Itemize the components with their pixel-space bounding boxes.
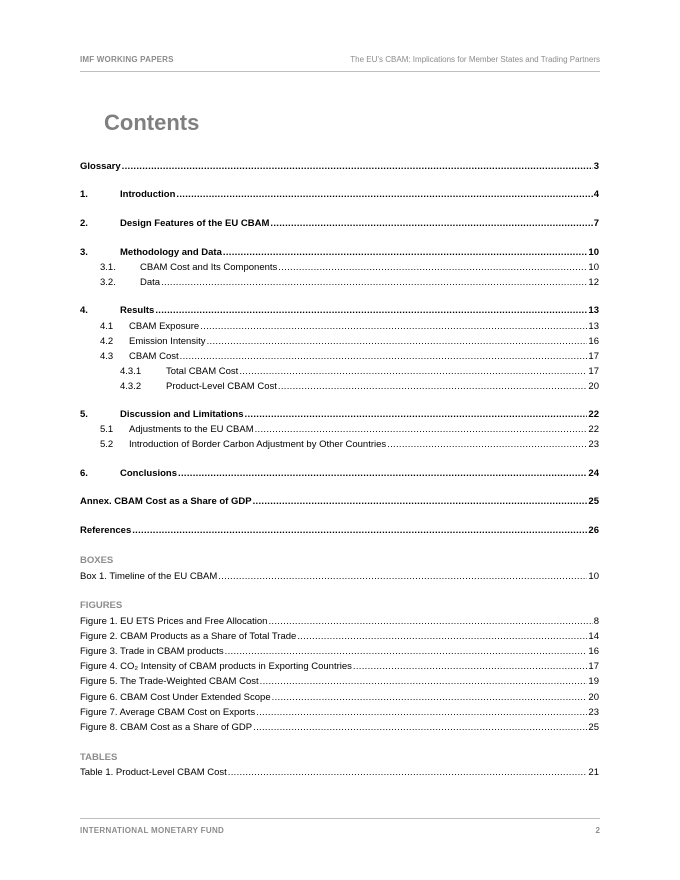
toc-entry-page: 20	[588, 381, 599, 392]
toc-entry-label: Results	[120, 305, 155, 316]
toc-entry-product-level-cost[interactable]	[120, 380, 599, 394]
toc-entry-number: 4.3	[100, 351, 114, 362]
toc-entry-label: Introduction	[120, 189, 176, 200]
toc-entry-label: Table 1. Product-Level CBAM Cost	[80, 767, 227, 778]
toc-entry-annex[interactable]	[80, 495, 599, 509]
toc-entry-glossary[interactable]	[80, 160, 599, 174]
header-series-title: IMF WORKING PAPERS	[80, 55, 174, 64]
toc-entry-label: Figure 7. Average CBAM Cost on Exports	[80, 707, 256, 718]
toc-entry-adjustments[interactable]	[100, 423, 599, 437]
toc-entry-label: Annex. CBAM Cost as a Share of GDP	[80, 496, 252, 507]
toc-entry-cbam-cost-components[interactable]	[100, 261, 599, 275]
toc-entry-label: References	[80, 525, 132, 536]
toc-entry-number: 6.	[80, 468, 88, 479]
toc-entry-number: 4.2	[100, 336, 114, 347]
toc-entry-figure-6[interactable]	[80, 691, 599, 705]
toc-entry-number: 3.	[80, 247, 88, 258]
toc-entry-page: 4	[593, 189, 599, 200]
toc-entry-label: Total CBAM Cost	[166, 366, 239, 377]
toc-entry-conclusions[interactable]	[80, 467, 599, 481]
figures-heading: FIGURES	[80, 600, 123, 611]
toc-entry-label: Box 1. Timeline of the EU CBAM	[80, 571, 218, 582]
toc-entry-introduction[interactable]	[80, 188, 599, 202]
toc-entry-figure-3[interactable]	[80, 645, 599, 659]
toc-entry-label: Discussion and Limitations	[120, 409, 244, 420]
toc-entry-page: 17	[588, 351, 599, 362]
header-paper-title: The EU’s CBAM: Implications for Member States and Trading Partners	[350, 55, 600, 64]
toc-entry-page: 26	[588, 525, 599, 536]
toc-entry-page: 22	[588, 409, 599, 420]
toc-entry-number: 4.	[80, 305, 88, 316]
toc-entry-label: Design Features of the EU CBAM	[120, 218, 270, 229]
toc-entry-discussion[interactable]	[80, 408, 599, 422]
boxes-heading: BOXES	[80, 555, 114, 566]
page-title: Contents	[104, 110, 200, 135]
toc-entry-label: Figure 2. CBAM Products as a Share of Total Trade	[80, 631, 297, 642]
toc-entry-label: Product-Level CBAM Cost	[166, 381, 277, 392]
toc-entry-number: 2.	[80, 218, 88, 229]
toc-entry-page: 14	[588, 631, 599, 642]
toc-entry-label: Figure 6. CBAM Cost Under Extended Scope	[80, 692, 271, 703]
toc-entry-page: 23	[588, 707, 599, 718]
toc-entry-label: Introduction of Border Carbon Adjustment by Other Countries	[129, 439, 387, 450]
toc-entry-figure-4[interactable]	[80, 660, 599, 674]
toc-entry-label: CBAM Cost and Its Components	[140, 262, 278, 273]
toc-entry-page: 7	[593, 218, 599, 229]
toc-entry-label: Conclusions	[120, 468, 178, 479]
toc-entry-table-1[interactable]	[80, 766, 599, 780]
toc-entry-data[interactable]	[100, 276, 599, 290]
toc-entry-label: Figure 3. Trade in CBAM products	[80, 646, 224, 657]
toc-entry-label: Figure 1. EU ETS Prices and Free Allocation	[80, 616, 268, 627]
toc-entry-label: CBAM Cost	[129, 351, 179, 362]
toc-entry-number: 4.3.2	[120, 381, 142, 392]
toc-entry-cbam-exposure[interactable]	[100, 320, 599, 334]
toc-entry-label: Figure 5. The Trade-Weighted CBAM Cost	[80, 676, 259, 687]
toc-entry-page: 10	[588, 262, 599, 273]
toc-entry-number: 3.2.	[100, 277, 116, 288]
toc-entry-page: 21	[588, 767, 599, 778]
toc-entry-total-cbam-cost[interactable]	[120, 365, 599, 379]
toc-entry-box-1[interactable]	[80, 570, 599, 584]
toc-entry-label: Data	[140, 277, 161, 288]
toc-entry-number: 5.	[80, 409, 88, 420]
toc-entry-cbam-cost[interactable]	[100, 350, 599, 364]
toc-entry-figure-7[interactable]	[80, 706, 599, 720]
toc-entry-label: Methodology and Data	[120, 247, 222, 258]
toc-entry-number: 4.1	[100, 321, 114, 332]
toc-entry-page: 24	[588, 468, 599, 479]
toc-entry-methodology[interactable]	[80, 246, 599, 260]
toc-entry-figure-5[interactable]	[80, 675, 599, 689]
toc-entry-figure-8[interactable]	[80, 721, 599, 735]
tables-heading: TABLES	[80, 752, 118, 763]
toc-entry-design-features[interactable]	[80, 217, 599, 231]
toc-entry-page: 17	[588, 661, 599, 672]
page-number: 2	[595, 826, 600, 835]
toc-entry-page: 17	[588, 366, 599, 377]
toc-entry-border-carbon-adjustment[interactable]	[100, 438, 599, 452]
toc-entry-results[interactable]	[80, 304, 599, 318]
toc-entry-label: CBAM Exposure	[129, 321, 200, 332]
toc-entry-page: 3	[593, 161, 599, 172]
toc-entry-page: 20	[588, 692, 599, 703]
toc-entry-page: 25	[588, 496, 599, 507]
toc-entry-emission-intensity[interactable]	[100, 335, 599, 349]
toc-entry-label: Adjustments to the EU CBAM	[129, 424, 254, 435]
footer-organization: INTERNATIONAL MONETARY FUND	[80, 826, 225, 835]
toc-entry-page: 13	[588, 321, 599, 332]
toc-entry-page: 10	[588, 571, 599, 582]
toc-entry-number: 4.3.1	[120, 366, 142, 377]
toc-entry-figure-1[interactable]	[80, 615, 599, 629]
toc-entry-label: Figure 8. CBAM Cost as a Share of GDP	[80, 722, 253, 733]
toc-entry-figure-2[interactable]	[80, 630, 599, 644]
toc-entry-page: 13	[588, 305, 599, 316]
toc-entry-page: 16	[588, 336, 599, 347]
toc-entry-page: 25	[588, 722, 599, 733]
toc-entry-page: 8	[593, 616, 599, 627]
toc-entry-label: Glossary	[80, 161, 121, 172]
toc-entry-page: 22	[588, 424, 599, 435]
toc-entry-number: 3.1.	[100, 262, 116, 273]
toc-entry-page: 16	[588, 646, 599, 657]
page-header	[80, 55, 600, 72]
toc-entry-number: 5.2	[100, 439, 114, 450]
toc-entry-page: 10	[588, 247, 599, 258]
toc-entry-page: 23	[588, 439, 599, 450]
toc-entry-number: 1.	[80, 189, 88, 200]
toc-entry-label: Emission Intensity	[129, 336, 206, 347]
toc-entry-page: 12	[588, 277, 599, 288]
toc-entry-number: 5.1	[100, 424, 114, 435]
page-footer	[80, 818, 600, 839]
toc-entry-label: Figure 4. CO₂ Intensity of CBAM products in Exporting Countries	[80, 661, 352, 672]
toc-entry-page: 19	[588, 676, 599, 687]
toc-entry-references[interactable]	[80, 524, 599, 538]
